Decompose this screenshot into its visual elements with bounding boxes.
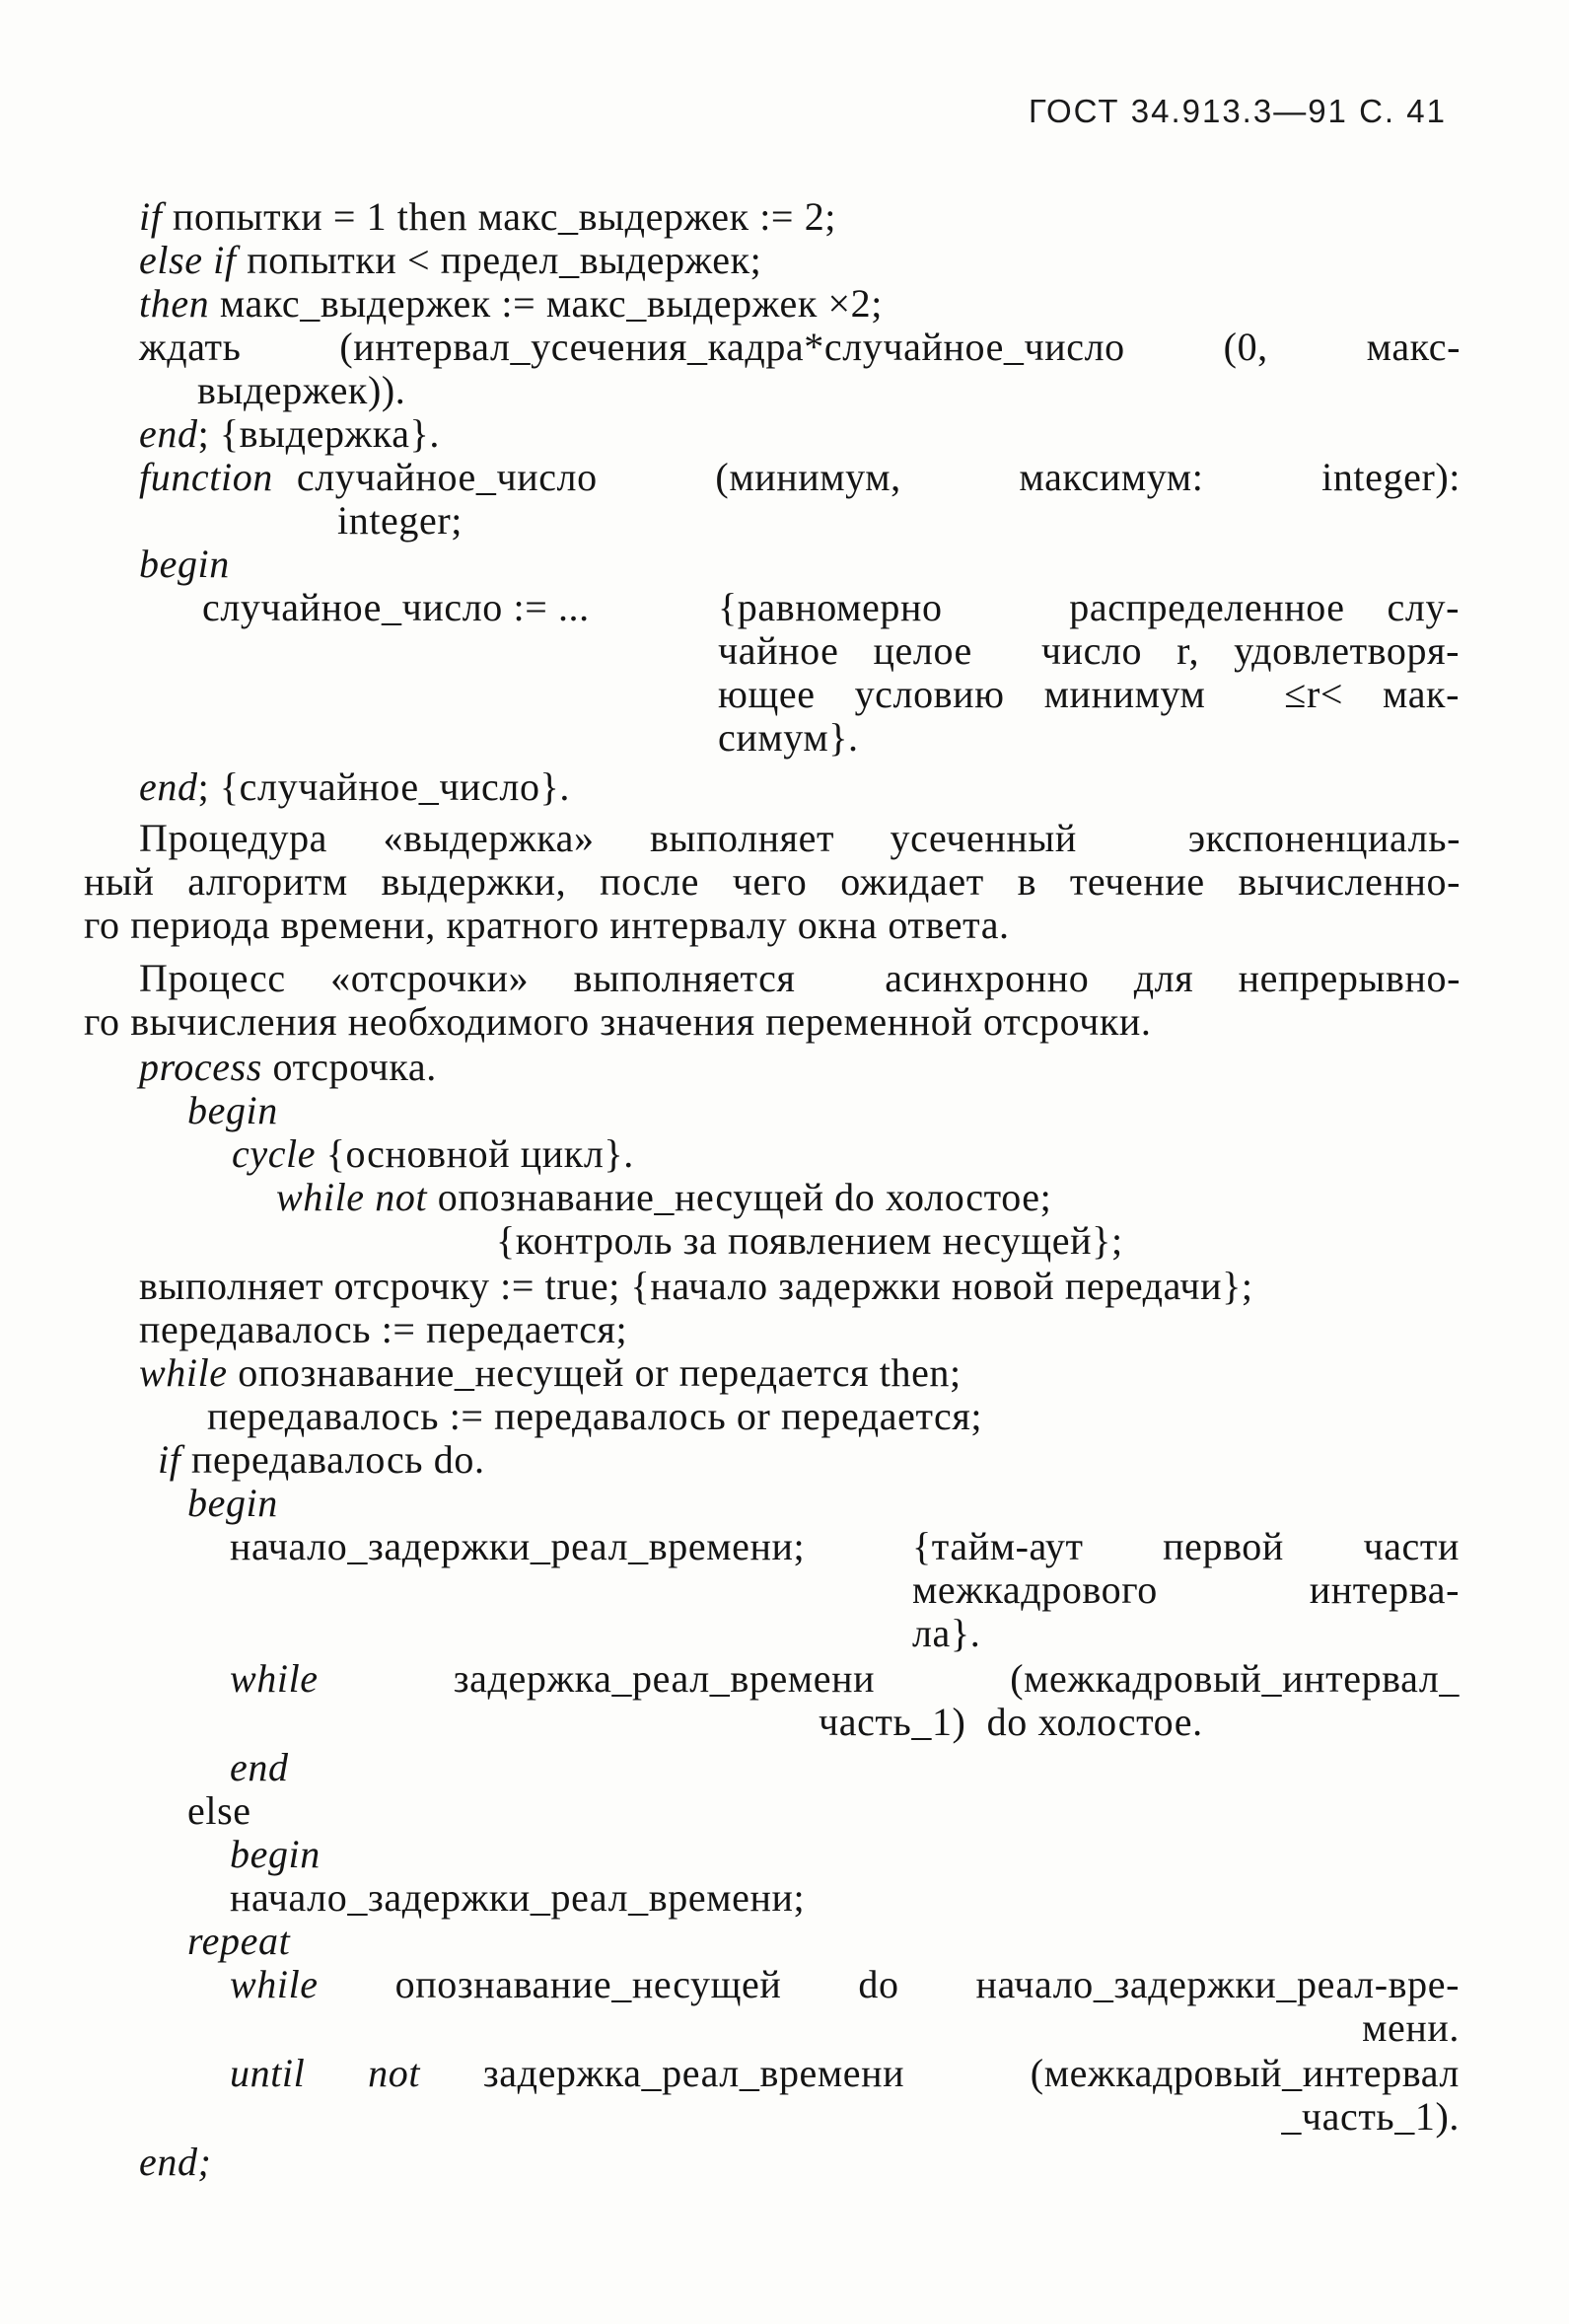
code-comment bbox=[912, 1567, 1460, 1613]
line-text: опознавание_несущей do начало_задержки_реал-вре- bbox=[318, 1962, 1460, 2006]
keyword: end bbox=[139, 764, 198, 809]
line-text: передавалось := передается; bbox=[139, 1307, 628, 1351]
keyword: end; bbox=[139, 2140, 212, 2184]
line-text: попытки < предел_выдержек; bbox=[236, 238, 762, 282]
code-line bbox=[139, 411, 440, 457]
keyword: else if bbox=[139, 238, 237, 282]
keyword: begin bbox=[230, 1832, 321, 1876]
code-line bbox=[276, 1175, 1051, 1220]
keyword: end bbox=[139, 411, 198, 456]
code-line bbox=[139, 1045, 437, 1090]
code-line bbox=[202, 585, 590, 630]
code-comment bbox=[718, 672, 1460, 717]
line-text: {тайм-аут первой части bbox=[912, 1524, 1460, 1568]
line-text: го периода времени, кратного интервалу окна ответа. bbox=[84, 903, 1010, 947]
code-line bbox=[139, 1307, 627, 1352]
keyword: function bbox=[139, 455, 273, 499]
code-comment bbox=[718, 628, 1460, 674]
code-line bbox=[230, 1832, 321, 1877]
line-text: передавалось do. bbox=[180, 1437, 485, 1482]
line-text: ла}. bbox=[912, 1611, 981, 1655]
code-line bbox=[1183, 2005, 1460, 2051]
line-text: ждать (интервал_усечения_кадра*случайное_число (0, макс- bbox=[139, 325, 1461, 369]
line-text: макс_выдержек := макс_выдержек ×2; bbox=[209, 281, 883, 326]
keyword: cycle bbox=[232, 1131, 317, 1176]
line-text: ный алгоритм выдержки, после чего ожидает в течение вычисленно- bbox=[84, 859, 1461, 904]
code-line bbox=[158, 1437, 485, 1483]
line-text: чайное целое число r, удовлетворя- bbox=[718, 628, 1460, 673]
keyword: begin bbox=[187, 1481, 278, 1525]
code-line bbox=[197, 368, 405, 413]
line-text: {равномерно распределенное слу- bbox=[718, 585, 1460, 629]
line-text: ющее условию минимум ≤r< мак- bbox=[718, 672, 1460, 716]
line-text: начало_задержки_реал_времени; bbox=[230, 1875, 806, 1920]
code-line bbox=[230, 1656, 1460, 1702]
code-line bbox=[139, 764, 570, 810]
keyword: while bbox=[139, 1350, 228, 1395]
line-text: опознавание_несущей do холостое; bbox=[427, 1175, 1052, 1219]
line-text: случайное_число := ... bbox=[202, 585, 590, 629]
line-text: го вычисления необходимого значения переменной отсрочки. bbox=[84, 999, 1152, 1044]
code-line bbox=[139, 281, 883, 327]
code-line bbox=[139, 542, 230, 587]
code-comment bbox=[912, 1524, 1460, 1569]
line-text: межкадрового интерва- bbox=[912, 1567, 1460, 1612]
code-comment bbox=[718, 585, 1460, 630]
line-text: {контроль за появлением несущей}; bbox=[496, 1218, 1123, 1263]
line-text: отсрочка. bbox=[261, 1045, 437, 1089]
line-text: else bbox=[187, 1788, 251, 1833]
code-line bbox=[187, 1481, 278, 1526]
keyword: begin bbox=[187, 1088, 278, 1132]
code-line bbox=[207, 1394, 982, 1439]
code-line bbox=[230, 1524, 805, 1569]
keyword: while bbox=[230, 1962, 319, 2006]
code-comment bbox=[912, 1611, 980, 1656]
code-line bbox=[232, 1131, 634, 1177]
keyword: while not bbox=[276, 1175, 428, 1219]
keyword: if bbox=[158, 1437, 181, 1482]
code-line bbox=[187, 1919, 290, 1964]
code-line bbox=[139, 194, 836, 240]
keyword: repeat bbox=[187, 1919, 291, 1963]
code-line bbox=[139, 238, 761, 283]
code-comment bbox=[496, 1218, 1123, 1264]
line-text: выполняет отсрочку := true; {начало задержки новой передачи}; bbox=[139, 1264, 1253, 1308]
code-line bbox=[139, 1264, 1253, 1309]
line-text: попытки = 1 then макс_выдержек := 2; bbox=[162, 194, 837, 239]
keyword: while bbox=[230, 1656, 319, 1701]
keyword: then bbox=[139, 281, 210, 326]
code-line bbox=[139, 455, 1461, 500]
line-text: случайное_число (минимум, максимум: integer): bbox=[272, 455, 1461, 499]
code-line bbox=[819, 1700, 1203, 1745]
code-line bbox=[230, 2051, 1460, 2096]
code-line bbox=[1085, 2094, 1460, 2140]
code-line bbox=[230, 1962, 1460, 2007]
keyword: begin bbox=[139, 542, 230, 586]
line-text: _часть_1). bbox=[1281, 2094, 1460, 2139]
paragraph-line bbox=[84, 999, 1152, 1045]
code-comment bbox=[718, 715, 859, 761]
line-text: integer; bbox=[337, 498, 463, 543]
keyword: until not bbox=[230, 2051, 421, 2095]
line-text: Процесс «отсрочки» выполняется асинхронно для непрерывно- bbox=[139, 956, 1461, 1000]
keyword: process bbox=[139, 1045, 262, 1089]
code-line bbox=[139, 2140, 211, 2185]
line-text: ; {случайное_число}. bbox=[197, 764, 570, 809]
keyword: end bbox=[230, 1745, 289, 1789]
line-text: симум}. bbox=[718, 715, 859, 760]
code-line bbox=[139, 325, 1461, 370]
line-text: задержка_реал_времени (межкадровый_интервал_ bbox=[318, 1656, 1460, 1701]
line-text: задержка_реал_времени (межкадровый_интервал bbox=[420, 2051, 1460, 2095]
line-text: {основной цикл}. bbox=[316, 1131, 634, 1176]
line-text: Процедура «выдержка» выполняет усеченный экспоненциаль- bbox=[139, 816, 1461, 860]
line-text: выдержек)). bbox=[197, 368, 406, 412]
code-line bbox=[230, 1745, 289, 1790]
line-text: ; {выдержка}. bbox=[197, 411, 440, 456]
paragraph-line bbox=[84, 903, 1010, 948]
line-text: начало_задержки_реал_времени; bbox=[230, 1524, 806, 1568]
line-text: опознавание_несущей or передается then; bbox=[227, 1350, 962, 1395]
paragraph-line bbox=[139, 956, 1461, 1001]
line-text: передавалось := передавалось or передается; bbox=[207, 1394, 983, 1438]
code-line bbox=[337, 498, 463, 544]
keyword: if bbox=[139, 194, 163, 239]
code-line bbox=[187, 1788, 251, 1834]
paragraph-line bbox=[139, 816, 1461, 861]
code-line bbox=[230, 1875, 805, 1921]
code-line bbox=[187, 1088, 278, 1133]
paragraph-line bbox=[84, 859, 1461, 905]
line-text: мени. bbox=[1362, 2005, 1460, 2050]
code-line bbox=[139, 1350, 962, 1396]
line-text: часть_1) do холостое. bbox=[819, 1700, 1203, 1744]
page-header: ГОСТ 34.913.3—91 С. 41 bbox=[1029, 93, 1447, 129]
